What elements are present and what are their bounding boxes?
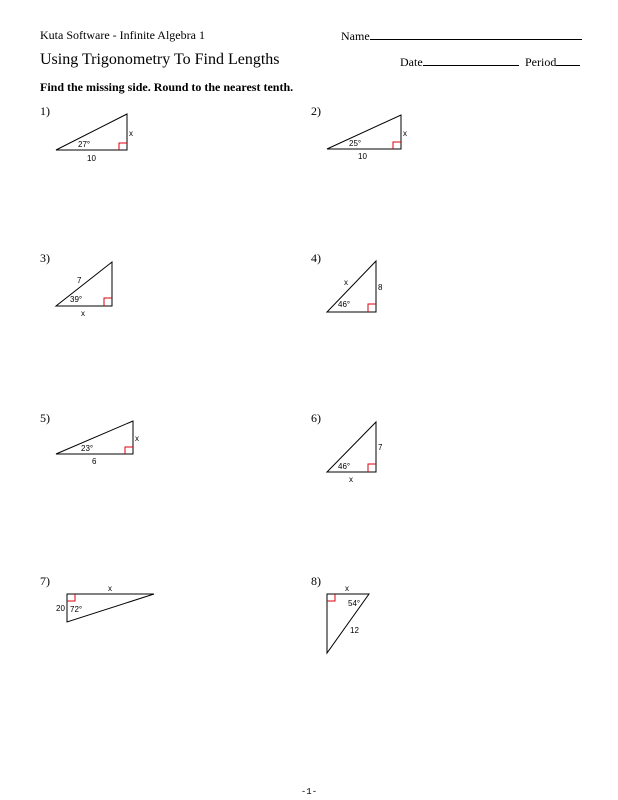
problem-1-side-label-x: x bbox=[129, 129, 133, 138]
problem-8-side-label-hyp: 12 bbox=[350, 626, 359, 635]
problem-7-angle-label: 72° bbox=[70, 605, 83, 614]
worksheet-source: Kuta Software - Infinite Algebra 1 bbox=[40, 28, 205, 42]
problem-1-angle-label: 27° bbox=[78, 140, 91, 149]
problem-4-side-label-x: x bbox=[344, 278, 348, 287]
problem-7-side-label-x: x bbox=[108, 584, 112, 593]
page-title: Using Trigonometry To Find Lengths bbox=[40, 51, 280, 68]
problem-5-side-label-x: x bbox=[135, 434, 139, 443]
problem-3-side-label-x: x bbox=[81, 309, 85, 318]
problem-1-side-label-base: 10 bbox=[87, 154, 96, 163]
problem-number-7: 7) bbox=[40, 574, 50, 588]
problem-3-angle-label: 39° bbox=[70, 295, 83, 304]
problem-8-angle-label: 54° bbox=[348, 599, 361, 608]
problem-6-side-label-leg: 7 bbox=[378, 443, 383, 452]
page-number: -1- bbox=[300, 787, 318, 797]
problem-5-side-label-base: 6 bbox=[92, 457, 97, 466]
problem-number-5: 5) bbox=[40, 411, 50, 425]
problem-number-1: 1) bbox=[40, 104, 50, 118]
problem-4-angle-label: 46° bbox=[338, 300, 351, 309]
period-label: Period bbox=[525, 55, 557, 69]
problem-2-side-label-x: x bbox=[403, 129, 407, 138]
problem-6-angle-label: 46° bbox=[338, 462, 351, 471]
problem-number-8: 8) bbox=[311, 574, 321, 588]
problem-number-2: 2) bbox=[311, 104, 321, 118]
problem-2-side-label-base: 10 bbox=[358, 152, 367, 161]
problem-7-side-label-leg: 20 bbox=[56, 604, 65, 613]
problem-2-angle-label: 25° bbox=[349, 139, 362, 148]
name-label: Name bbox=[341, 29, 370, 43]
problem-number-3: 3) bbox=[40, 251, 50, 265]
problem-8-side-label-x: x bbox=[345, 584, 349, 593]
problem-4-side-label-leg: 8 bbox=[378, 283, 383, 292]
problem-3-side-label-hyp: 7 bbox=[77, 276, 82, 285]
instructions: Find the missing side. Round to the nearest tenth. bbox=[40, 80, 294, 94]
problem-number-6: 6) bbox=[311, 411, 321, 425]
problem-number-4: 4) bbox=[311, 251, 321, 265]
problem-5-angle-label: 23° bbox=[81, 444, 94, 453]
problem-6-side-label-x: x bbox=[349, 475, 353, 484]
date-label: Date bbox=[400, 55, 423, 69]
